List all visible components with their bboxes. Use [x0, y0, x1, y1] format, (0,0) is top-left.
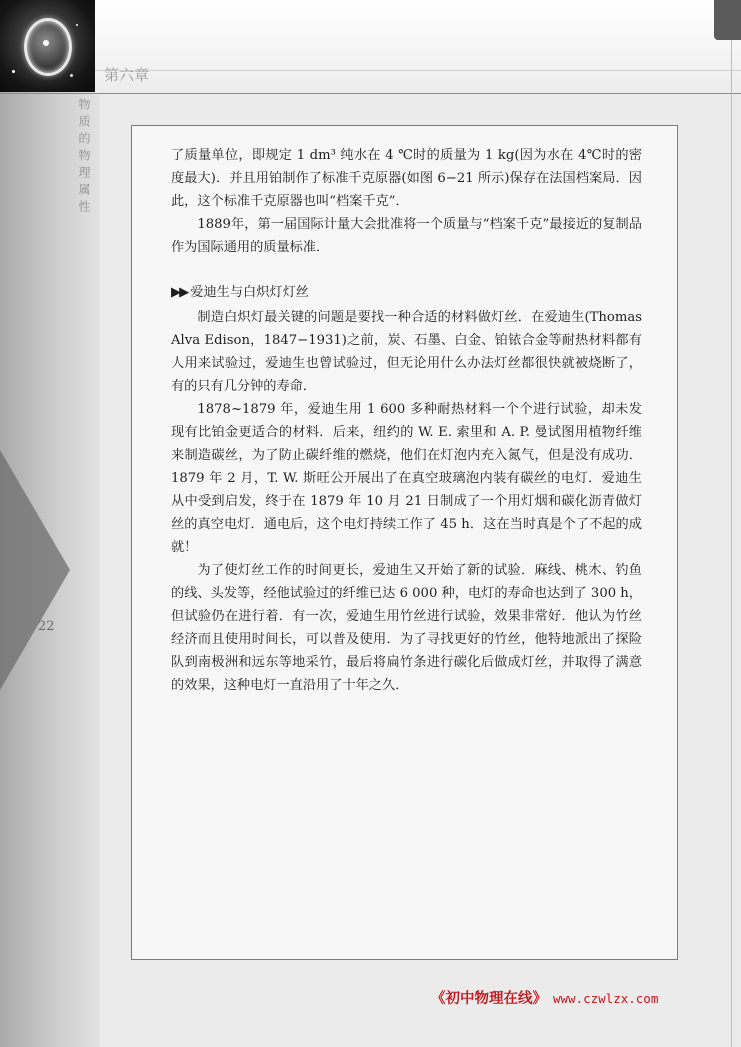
star-icon	[76, 24, 78, 26]
paragraph: 制造白炽灯最关键的问题是要找一种合适的材料做灯丝．在爱迪生(Thomas Alva Edison，1847−1931)之前，炭、石墨、白金、铂铱合金等耐热材料都有人用来试验过，爱迪生也曾试验过，但无论用什么办法灯丝都很快就被烧断了，有的只有几分钟的寿命．	[171, 310, 642, 394]
nebula-image	[0, 0, 95, 92]
nebula-ring-icon	[24, 18, 72, 76]
chapter-title: 第六章	[104, 66, 150, 84]
footer-watermark	[431, 987, 658, 1008]
paragraph: 了质量单位，即规定 1 dm³ 纯水在 4 ℃时的质量为 1 kg(因为水在 4℃时的密度最大)．并且用铂制作了标准千克原器(如图 6−21 所示)保存在法国档案局．因此，这个标准千克原器也叫“档案千克”．	[171, 148, 642, 209]
header-band	[95, 0, 741, 95]
section-heading-text: 爱迪生与白炽灯灯丝	[190, 285, 309, 300]
header-divider-light	[95, 70, 741, 71]
paragraph: 1878~1879 年，爱迪生用 1 600 多种耐热材料一个个进行试验，却未发现有比铂金更适合的材料．后来，纽约的 W. E. 索里和 A. P. 曼试图用植物纤维来制造碳丝，为了防止碳纤维的燃烧，他们在灯泡内充入氮气，但是没有成功．1879 年 2 月，T. W. 斯旺公开展出了在真空玻璃泡内装有碳丝的电灯．爱迪生从中受到启发，终于在 1879 年 10 月 21 日制成了一个用灯烟和碳化沥青做灯丝的真空电灯．通电后，这个电灯持续工作了 45 h．这在当时真是个了不起的成就！	[171, 402, 642, 555]
nebula-core-icon	[43, 40, 49, 46]
footer-brand: 《初中物理在线》	[431, 990, 547, 1007]
star-icon	[12, 70, 15, 73]
decorative-wedge	[0, 450, 70, 690]
star-icon	[70, 74, 73, 77]
play-arrows-icon: ▶▶	[171, 285, 188, 300]
paragraph: 1889年，第一届国际计量大会批准将一个质量与“档案千克”最接近的复制品作为国际通用的质量标准．	[171, 217, 642, 255]
paragraph: 为了使灯丝工作的时间更长，爱迪生又开始了新的试验．麻线、桃木、钓鱼的线、头发等，经他试验过的纤维已达 6 000 种，电灯的寿命也达到了 300 h，但试验仍在进行着．有一次，爱迪生用竹丝进行试验，效果非常好．他认为竹丝经济而且使用时间长，可以普及使用．为了寻找更好的竹丝，他特地派出了探险队到南极洲和远东等地采竹，最后将扁竹条进行碳化后做成灯丝，并取得了满意的效果，这种电灯一直沿用了十年之久．	[171, 563, 642, 693]
right-margin-rule	[731, 40, 732, 1047]
article-body	[171, 144, 642, 697]
section-heading	[171, 281, 642, 304]
section-side-label: 物质的物理属性	[77, 98, 91, 217]
footer-url[interactable]: www.czwlzx.com	[553, 991, 659, 1006]
header-divider	[0, 93, 741, 94]
page-number: 22	[38, 619, 55, 634]
corner-tab	[714, 0, 741, 40]
